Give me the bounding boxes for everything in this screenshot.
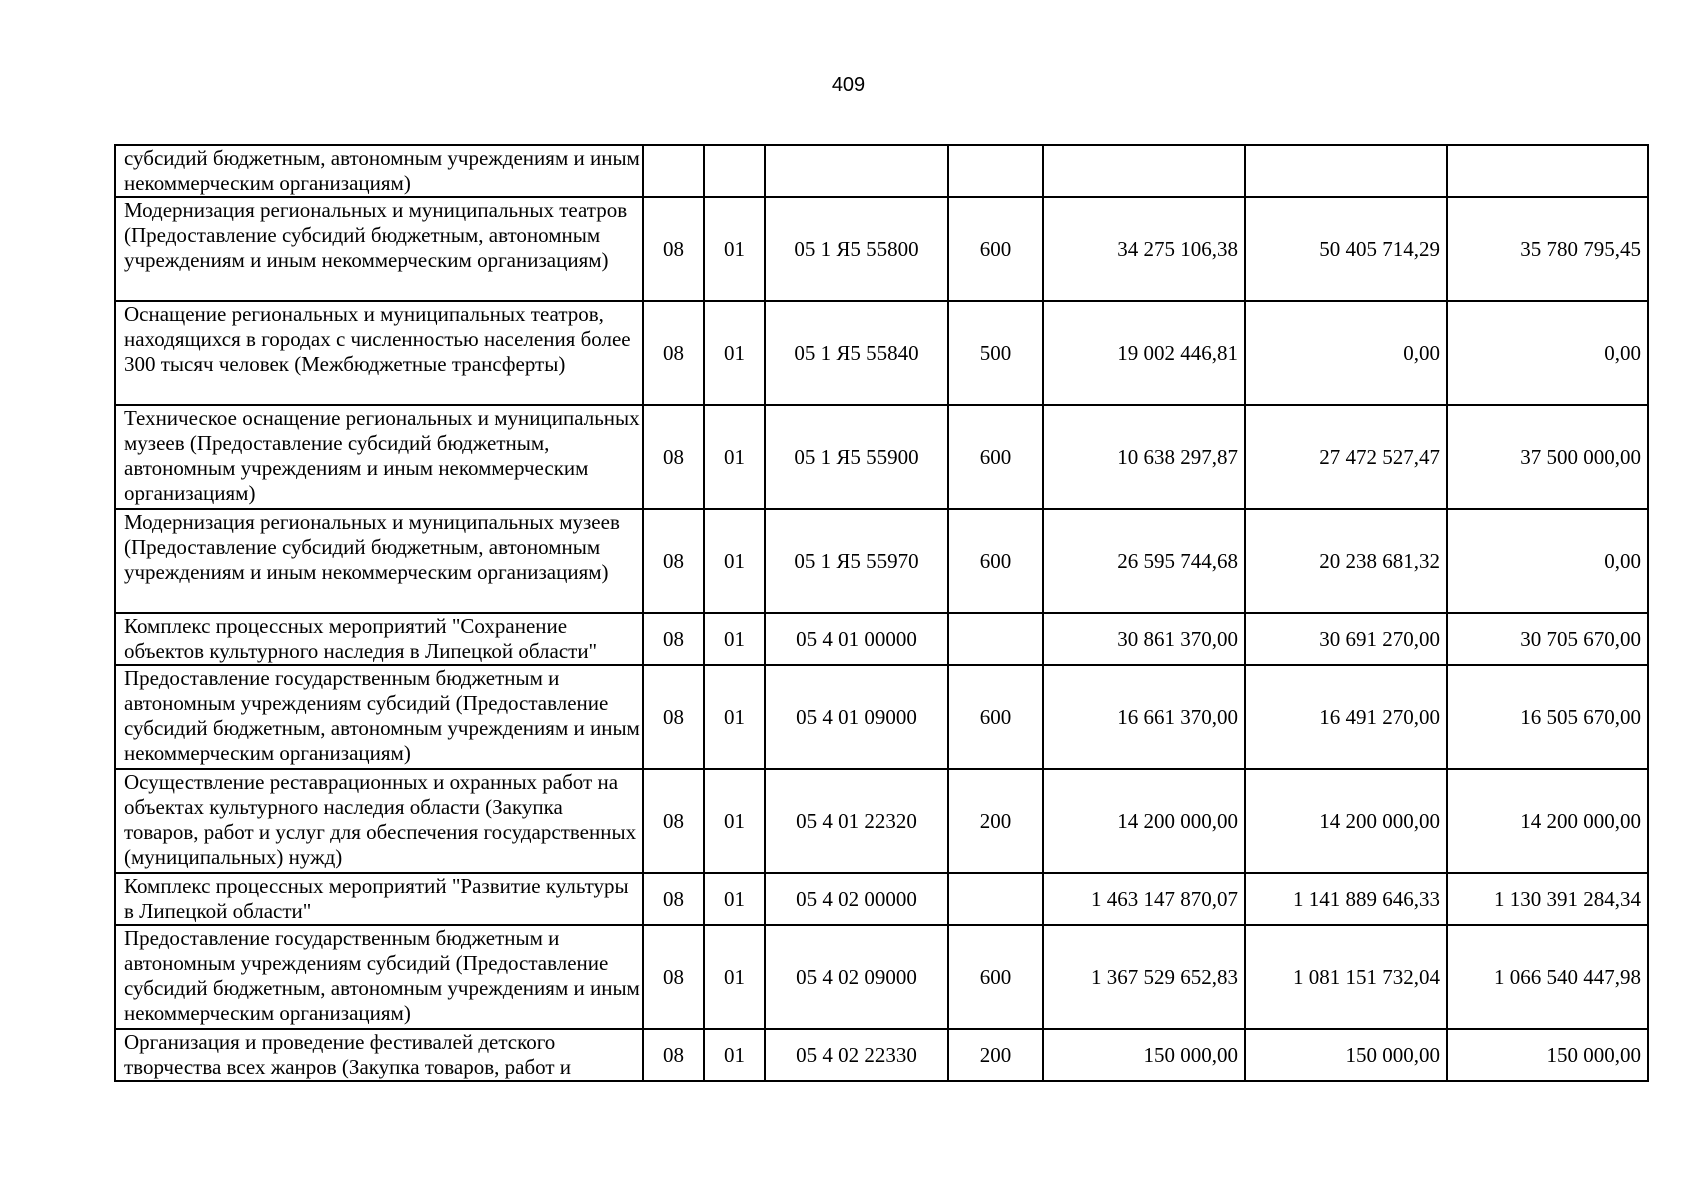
row-section: 08 — [643, 665, 704, 769]
row-target-article: 05 1 Я5 55970 — [765, 509, 948, 613]
row-amount-year2: 20 238 681,32 — [1245, 509, 1447, 613]
row-amount-year3: 35 780 795,45 — [1447, 197, 1648, 301]
row-amount-year2: 150 000,00 — [1245, 1029, 1447, 1081]
row-amount-year1: 26 595 744,68 — [1043, 509, 1245, 613]
row-expense-type: 500 — [948, 301, 1043, 405]
row-amount-year1: 16 661 370,00 — [1043, 665, 1245, 769]
row-subsection: 01 — [704, 769, 765, 873]
row-amount-year3: 37 500 000,00 — [1447, 405, 1648, 509]
table-row — [115, 1029, 1648, 1081]
row-amount-year3: 1 130 391 284,34 — [1447, 873, 1648, 925]
row-subsection: 01 — [704, 509, 765, 613]
table-row — [115, 405, 1648, 509]
row-expense-type — [948, 873, 1043, 925]
row-name: Организация и проведение фестивалей детского творчества всех жанров (Закупка товаров, работ и — [115, 1029, 643, 1081]
table-row — [115, 197, 1648, 301]
page-number: 409 — [831, 74, 866, 96]
row-amount-year3: 0,00 — [1447, 301, 1648, 405]
row-target-article: 05 1 Я5 55800 — [765, 197, 948, 301]
row-name: Предоставление государственным бюджетным и автономным учреждениям субсидий (Предоставление субсидий бюджетным, автономным учреждениям и иным некоммерческим организациям) — [115, 925, 643, 1029]
row-target-article: 05 4 02 22330 — [765, 1029, 948, 1081]
row-amount-year1: 30 861 370,00 — [1043, 613, 1245, 665]
row-amount-year1: 19 002 446,81 — [1043, 301, 1245, 405]
table-row — [115, 665, 1648, 769]
row-name: Предоставление государственным бюджетным и автономным учреждениям субсидий (Предоставление субсидий бюджетным, автономным учреждениям и иным некоммерческим организациям) — [115, 665, 643, 769]
row-subsection: 01 — [704, 665, 765, 769]
table-row — [115, 301, 1648, 405]
row-expense-type: 600 — [948, 405, 1043, 509]
row-name: Оснащение региональных и муниципальных театров, находящихся в городах с численностью населения более 300 тысяч человек (Межбюджетные трансферты) — [115, 301, 643, 405]
row-expense-type: 200 — [948, 1029, 1043, 1081]
row-target-article: 05 4 02 00000 — [765, 873, 948, 925]
row-expense-type: 200 — [948, 769, 1043, 873]
table-row — [115, 613, 1648, 665]
table-row — [115, 145, 1648, 197]
row-amount-year2: 50 405 714,29 — [1245, 197, 1447, 301]
row-subsection: 01 — [704, 197, 765, 301]
row-expense-type: 600 — [948, 197, 1043, 301]
row-name: Осуществление реставрационных и охранных работ на объектах культурного наследия области (Закупка товаров, работ и услуг для обеспечения государственных (муниципальных) нужд) — [115, 769, 643, 873]
row-amount-year2: 0,00 — [1245, 301, 1447, 405]
row-name: Модернизация региональных и муниципальных музеев (Предоставление субсидий бюджетным, автономным учреждениям и иным некоммерческим организациям) — [115, 509, 643, 613]
row-amount-year3: 150 000,00 — [1447, 1029, 1648, 1081]
row-section — [643, 145, 704, 197]
row-amount-year1: 1 367 529 652,83 — [1043, 925, 1245, 1029]
row-target-article — [765, 145, 948, 197]
row-subsection: 01 — [704, 405, 765, 509]
row-amount-year2: 16 491 270,00 — [1245, 665, 1447, 769]
row-name: Комплекс процессных мероприятий "Сохранение объектов культурного наследия в Липецкой области" — [115, 613, 643, 665]
row-section: 08 — [643, 509, 704, 613]
row-section: 08 — [643, 769, 704, 873]
row-amount-year1: 10 638 297,87 — [1043, 405, 1245, 509]
row-target-article: 05 4 01 22320 — [765, 769, 948, 873]
row-target-article: 05 1 Я5 55900 — [765, 405, 948, 509]
row-amount-year2: 1 081 151 732,04 — [1245, 925, 1447, 1029]
row-expense-type: 600 — [948, 509, 1043, 613]
row-amount-year1 — [1043, 145, 1245, 197]
row-section: 08 — [643, 197, 704, 301]
row-amount-year3: 16 505 670,00 — [1447, 665, 1648, 769]
row-section: 08 — [643, 405, 704, 509]
row-section: 08 — [643, 925, 704, 1029]
row-expense-type: 600 — [948, 665, 1043, 769]
row-subsection: 01 — [704, 1029, 765, 1081]
row-expense-type: 600 — [948, 925, 1043, 1029]
row-amount-year1: 150 000,00 — [1043, 1029, 1245, 1081]
row-amount-year3 — [1447, 145, 1648, 197]
row-section: 08 — [643, 1029, 704, 1081]
row-target-article: 05 1 Я5 55840 — [765, 301, 948, 405]
row-amount-year2: 14 200 000,00 — [1245, 769, 1447, 873]
table-row — [115, 769, 1648, 873]
row-subsection — [704, 145, 765, 197]
row-amount-year2: 30 691 270,00 — [1245, 613, 1447, 665]
row-target-article: 05 4 02 09000 — [765, 925, 948, 1029]
row-section: 08 — [643, 873, 704, 925]
row-amount-year1: 14 200 000,00 — [1043, 769, 1245, 873]
row-subsection: 01 — [704, 301, 765, 405]
table-row — [115, 873, 1648, 925]
budget-table — [114, 144, 1649, 1082]
row-expense-type — [948, 613, 1043, 665]
row-name: Комплекс процессных мероприятий "Развитие культуры в Липецкой области" — [115, 873, 643, 925]
row-subsection: 01 — [704, 925, 765, 1029]
row-amount-year3: 1 066 540 447,98 — [1447, 925, 1648, 1029]
row-section: 08 — [643, 301, 704, 405]
row-target-article: 05 4 01 00000 — [765, 613, 948, 665]
table-row — [115, 925, 1648, 1029]
row-name: Техническое оснащение региональных и муниципальных музеев (Предоставление субсидий бюджетным, автономным учреждениям и иным некоммерческим организациям) — [115, 405, 643, 509]
row-amount-year3: 30 705 670,00 — [1447, 613, 1648, 665]
row-amount-year2: 1 141 889 646,33 — [1245, 873, 1447, 925]
row-name: субсидий бюджетным, автономным учреждениям и иным некоммерческим организациям) — [115, 145, 643, 197]
row-amount-year3: 0,00 — [1447, 509, 1648, 613]
table-row — [115, 509, 1648, 613]
row-target-article: 05 4 01 09000 — [765, 665, 948, 769]
row-amount-year1: 34 275 106,38 — [1043, 197, 1245, 301]
row-subsection: 01 — [704, 873, 765, 925]
row-expense-type — [948, 145, 1043, 197]
row-amount-year3: 14 200 000,00 — [1447, 769, 1648, 873]
row-subsection: 01 — [704, 613, 765, 665]
row-section: 08 — [643, 613, 704, 665]
budget-table-body — [115, 145, 1648, 1081]
row-amount-year2 — [1245, 145, 1447, 197]
row-amount-year2: 27 472 527,47 — [1245, 405, 1447, 509]
row-name: Модернизация региональных и муниципальных театров (Предоставление субсидий бюджетным, автономным учреждениям и иным некоммерческим организациям) — [115, 197, 643, 301]
row-amount-year1: 1 463 147 870,07 — [1043, 873, 1245, 925]
